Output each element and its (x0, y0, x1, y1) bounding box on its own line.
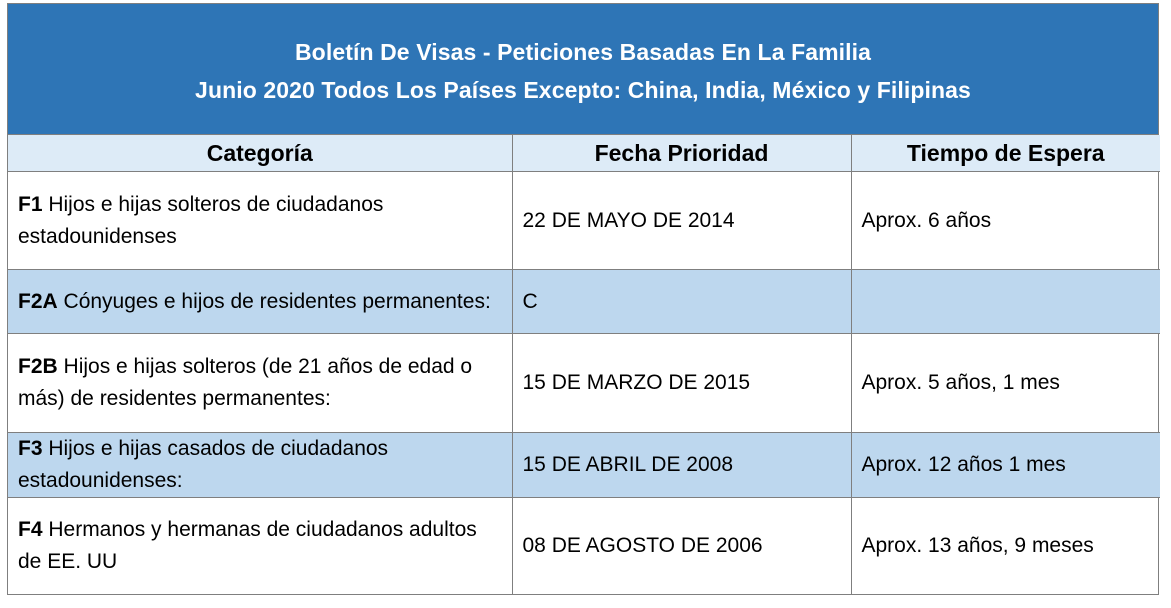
table-row (8, 498, 1160, 595)
bulletin-subtitle: Junio 2020 Todos Los Países Excepto: China, India, México y Filipinas (195, 77, 971, 103)
column-header-priority-date: Fecha Prioridad (512, 135, 851, 172)
title-band (8, 4, 1158, 135)
category-code: F2B (18, 355, 58, 378)
wait-time-cell: Aprox. 6 años (851, 172, 1160, 270)
category-description: Cónyuges e hijos de residentes permanentes: (57, 289, 491, 313)
column-header-wait-time: Tiempo de Espera (851, 135, 1160, 172)
visa-bulletin-table-container (7, 3, 1159, 595)
visa-bulletin-table (8, 135, 1160, 594)
category-cell (8, 334, 512, 433)
category-description: Hermanos y hermanas de ciudadanos adultos de EE. UU (18, 518, 477, 573)
category-description: Hijos e hijas solteros de ciudadanos estadounidenses (18, 192, 384, 248)
category-cell (8, 498, 512, 595)
priority-date-cell: 08 DE AGOSTO DE 2006 (512, 498, 851, 595)
category-code: F4 (18, 518, 43, 541)
priority-date-cell: C (512, 270, 851, 334)
category-cell (8, 433, 512, 498)
category-code: F2A (18, 289, 58, 313)
priority-date-cell: 15 DE ABRIL DE 2008 (512, 433, 851, 498)
table-header-row (8, 135, 1160, 172)
category-description: Hijos e hijas solteros (de 21 años de edad o más) de residentes permanentes: (18, 355, 473, 410)
category-cell (8, 270, 512, 334)
category-code: F1 (18, 192, 43, 216)
wait-time-cell: Aprox. 13 años, 9 meses (851, 498, 1160, 595)
priority-date-cell: 22 DE MAYO DE 2014 (512, 172, 851, 270)
wait-time-cell: Aprox. 12 años 1 mes (851, 433, 1160, 498)
table-row (8, 433, 1160, 498)
bulletin-title: Boletín De Visas - Peticiones Basadas En La Familia (294, 39, 872, 65)
table-row (8, 172, 1160, 270)
column-header-category: Categoría (8, 135, 512, 172)
priority-date-cell: 15 DE MARZO DE 2015 (512, 334, 851, 433)
category-code: F3 (18, 437, 43, 460)
wait-time-cell (851, 270, 1160, 334)
table-row (8, 334, 1160, 433)
category-cell (8, 172, 512, 270)
category-description: Hijos e hijas casados de ciudadanos estadounidenses: (18, 437, 389, 492)
table-row (8, 270, 1160, 334)
wait-time-cell: Aprox. 5 años, 1 mes (851, 334, 1160, 433)
